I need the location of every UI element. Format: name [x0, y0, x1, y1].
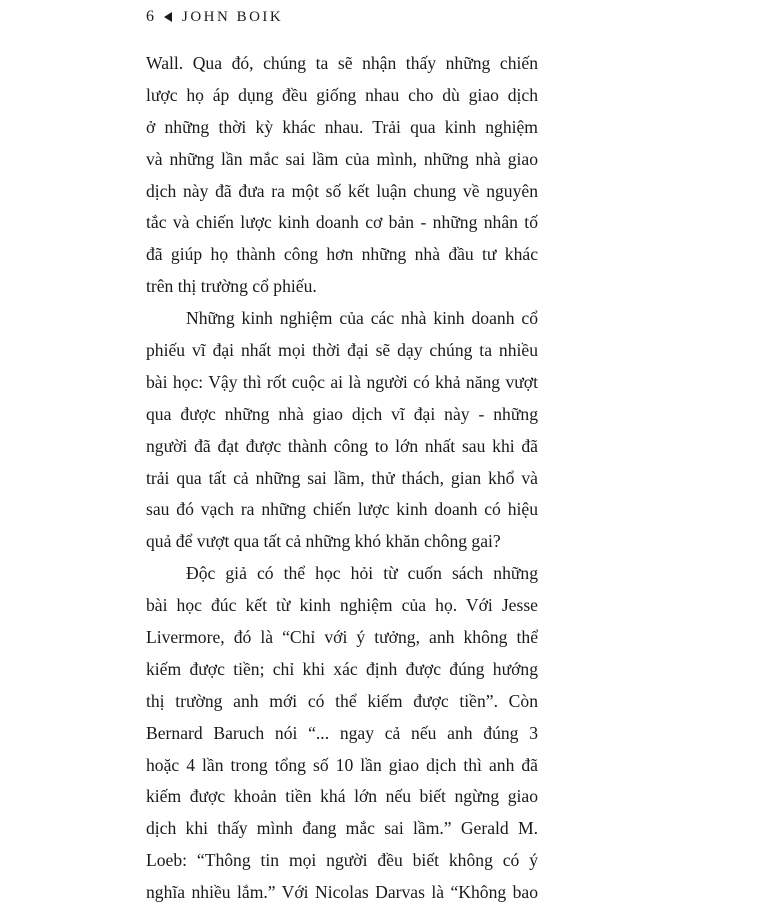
text-line: hoặc 4 lần trong tổng số 10 lần giao dịch thì anh đã [146, 754, 538, 775]
body-text [146, 48, 538, 909]
paragraph [146, 48, 538, 303]
text-line: bài học: Vậy thì rốt cuộc ai là người có khả năng vượt [146, 371, 538, 392]
text-line: dịch khi thấy mình đang mắc sai lầm.” Gerald M. [146, 818, 538, 839]
text-line: người đã đạt được thành công to lớn nhất sau khi đã [146, 435, 538, 456]
text-line: tắc và chiến lược kinh doanh cơ bản - những nhân tố [146, 212, 538, 233]
triangle-left-icon [164, 12, 172, 22]
paragraph [146, 558, 538, 909]
text-line: Bernard Baruch nói “... ngay cả nếu anh đúng 3 [146, 722, 538, 743]
text-line: Livermore, đó là “Chỉ với ý tưởng, anh không thể [146, 627, 538, 648]
running-head-author: JOHN BOIK [182, 8, 284, 25]
text-line: quả để vượt qua tất cả những khó khăn chông gai? [146, 531, 501, 552]
text-line: trên thị trường cổ phiếu. [146, 276, 317, 297]
text-line: nghĩa nhiều lắm.” Với Nicolas Darvas là “Không bao [146, 882, 538, 903]
text-line: Độc giả có thể học hỏi từ cuốn sách những [186, 563, 538, 584]
text-line: phiếu vĩ đại nhất mọi thời đại sẽ dạy chúng ta nhiều [146, 340, 538, 361]
text-line: Loeb: “Thông tin mọi người đều biết không có ý [146, 850, 538, 871]
text-line: đã giúp họ thành công hơn những nhà đầu tư khác [146, 244, 538, 265]
book-page [146, 0, 538, 903]
page-number: 6 [146, 8, 154, 25]
text-line: và những lần mắc sai lầm của mình, những nhà giao [146, 148, 538, 169]
text-line: ở những thời kỳ khác nhau. Trải qua kinh nghiệm [146, 116, 538, 137]
text-line: sau đó vạch ra những chiến lược kinh doanh có hiệu [146, 499, 538, 520]
paragraph [146, 303, 538, 558]
text-line: dịch này đã đưa ra một số kết luận chung về nguyên [146, 180, 538, 201]
text-line: trải qua tất cả những sai lầm, thử thách, gian khổ và [146, 467, 538, 488]
text-line: lược họ áp dụng đều giống nhau cho dù giao dịch [146, 84, 538, 105]
running-head [146, 6, 283, 28]
text-line: kiếm được khoản tiền khá lớn nếu biết ngừng giao [146, 786, 538, 807]
text-line: bài học đúc kết từ kinh nghiệm của họ. Với Jesse [146, 595, 538, 616]
text-line: thị trường anh mới có thể kiếm được tiền”. Còn [146, 690, 538, 711]
text-line: qua được những nhà giao dịch vĩ đại này - những [146, 403, 538, 424]
text-line: kiếm được tiền; chỉ khi xác định được đúng hướng [146, 658, 538, 679]
text-line: Wall. Qua đó, chúng ta sẽ nhận thấy những chiến [146, 53, 538, 73]
text-line: Những kinh nghiệm của các nhà kinh doanh cổ [186, 308, 538, 329]
